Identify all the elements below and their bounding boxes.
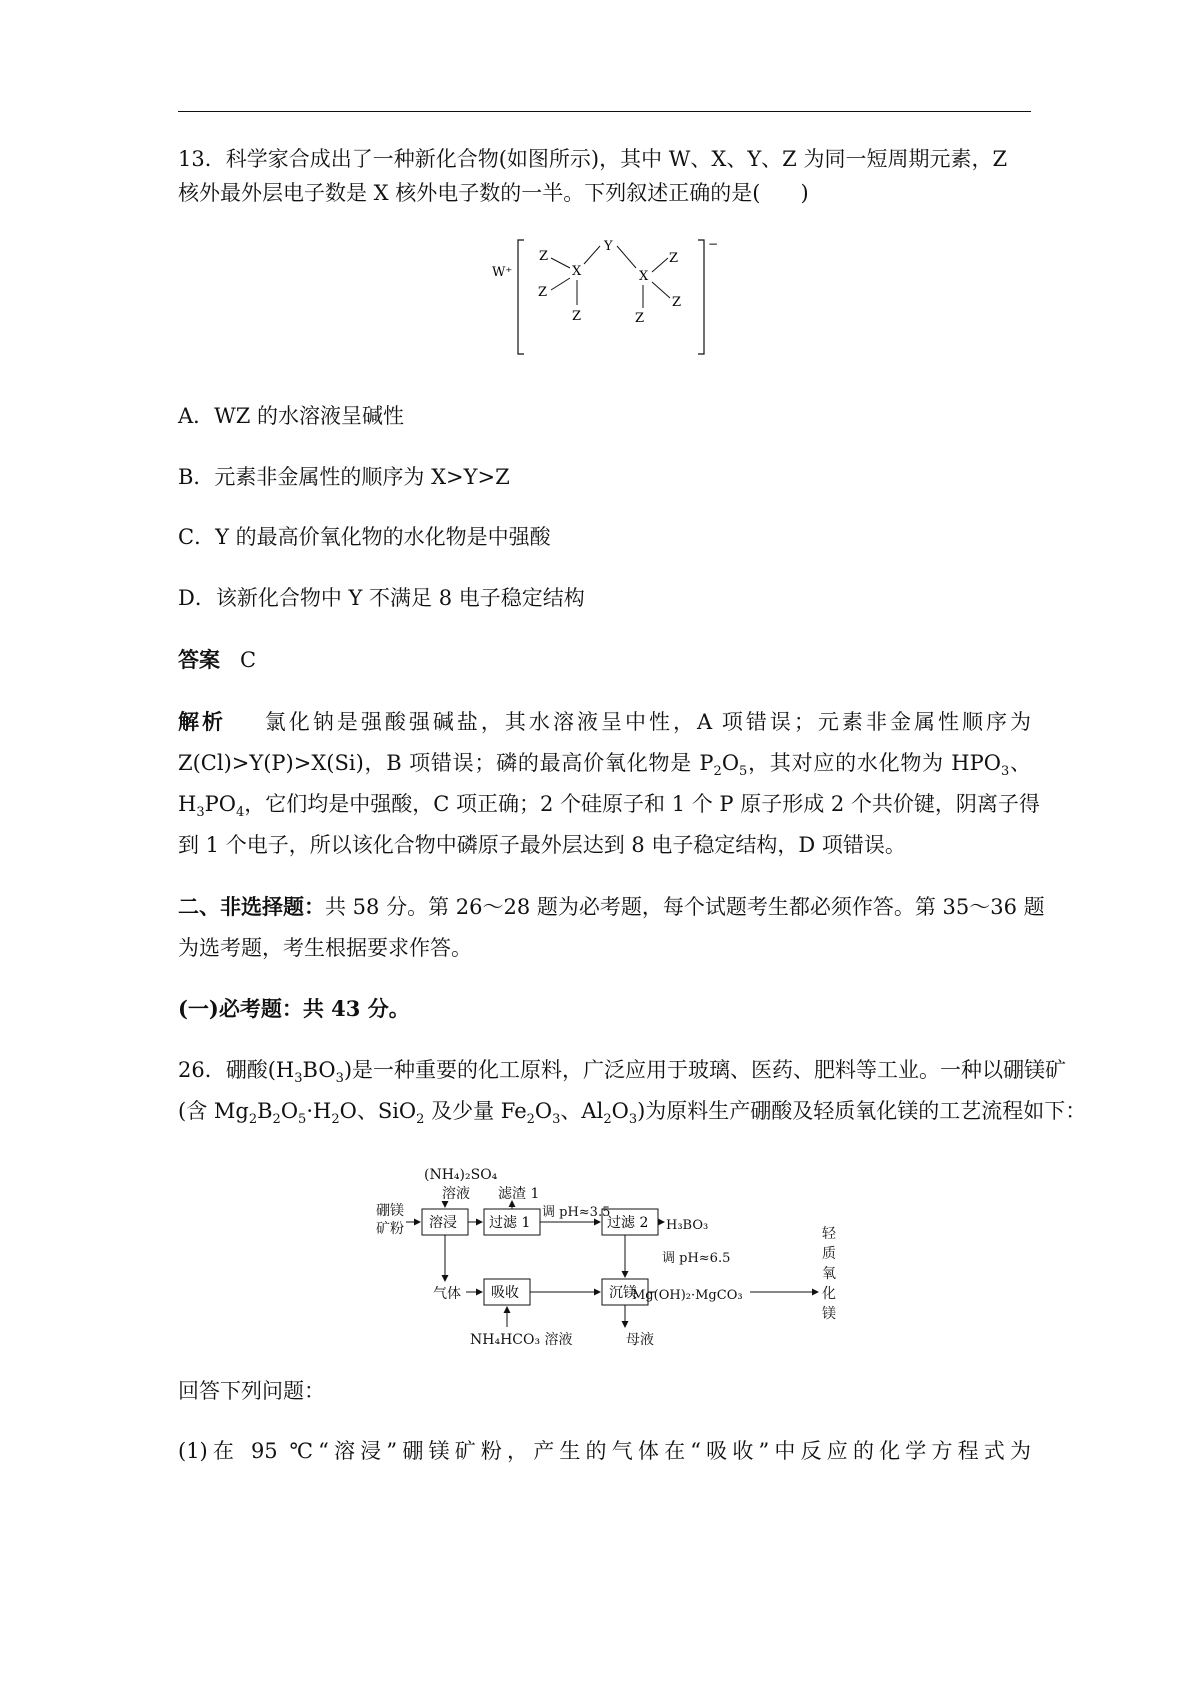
atom-x: X — [639, 269, 649, 284]
ammonium-bicarbonate-label: NH₄HCO₃ 溶液 — [470, 1332, 573, 1348]
required-section-heading: (一)必考题：共 43 分。 — [178, 996, 410, 1021]
option-d: D．该新化合物中 Y 不满足 8 电子稳定结构 — [178, 586, 585, 610]
final-product-char: 氧 — [822, 1266, 836, 1282]
bond — [652, 258, 668, 272]
leach-box-label: 溶浸 — [429, 1215, 457, 1231]
atom-z: Z — [672, 295, 682, 310]
option-c: C．Y 的最高价氧化物的水化物是中强酸 — [178, 525, 551, 549]
reagent-solution-label: 溶液 — [442, 1186, 470, 1202]
option-b: B．元素非金属性的顺序为 X>Y>Z — [178, 465, 510, 489]
filter-2-box-label: 过滤 2 — [607, 1215, 649, 1231]
reagent-ammonium-sulfate: (NH₄)₂SO₄ — [424, 1167, 498, 1183]
boric-acid-product: H₃BO₃ — [666, 1218, 709, 1233]
ph-35-label: 调 pH≈3.5 — [542, 1205, 611, 1220]
mother-liquor-label: 母液 — [626, 1332, 654, 1348]
bond — [652, 282, 670, 298]
analysis-line-2: Z(Cl)>Y(P)>X(Si)，B 项错误；磷的最高价氧化物是 $P_2O_5$，其对应的水化物为 $HPO_3$、 — [178, 751, 1032, 780]
charge-label: − — [708, 237, 719, 251]
gas-label: 气体 — [433, 1286, 461, 1302]
anion-structure-diagram — [480, 230, 720, 360]
right-bracket — [698, 240, 704, 354]
atom-z: Z — [572, 309, 582, 324]
atom-y: Y — [604, 239, 613, 254]
answer-line — [178, 646, 1031, 674]
section2-line-1: 二、非选择题：共 58 分。第 26～28 题为必考题，每个试题考生都必须作答。第 35～36 题 — [178, 894, 1045, 919]
final-product-char: 化 — [822, 1286, 836, 1302]
section2-heading: 二、非选择题： — [178, 894, 325, 919]
q26-prompt: 回答下列问题： — [178, 1379, 325, 1403]
bond — [551, 278, 570, 290]
q26-sub-question-1: (1)在 95 ℃“溶浸”硼镁矿粉，产生的气体在“吸收”中反应的化学方程式为 — [178, 1439, 1031, 1463]
left-bracket — [518, 240, 524, 354]
bond — [584, 246, 600, 264]
atom-z: Z — [635, 311, 645, 326]
precipitate-box-label: 沉镁 — [609, 1285, 637, 1301]
analysis-line-3: $H_3PO_4$，它们均是中强酸，C 项正确；2 个硅原子和 1 个 P 原子形成 2 个共价键，阴离子得 — [178, 792, 1040, 821]
filter-1-box-label: 过滤 1 — [489, 1215, 531, 1231]
option-a: A．WZ 的水溶液呈碱性 — [178, 404, 405, 428]
ph-65-label: 调 pH≈6.5 — [662, 1251, 731, 1266]
ore-label-2: 矿粉 — [376, 1221, 404, 1237]
header-rule — [178, 111, 1031, 112]
process-flow-diagram — [370, 1163, 850, 1353]
q13-line-2: 核外最外层电子数是 X 核外电子数的一半。下列叙述正确的是( ) — [178, 181, 809, 205]
atom-x: X — [572, 264, 582, 279]
section2-line-2: 为选考题，考生根据要求作答。 — [178, 936, 472, 960]
absorb-box-label: 吸收 — [491, 1285, 519, 1301]
answer-label: 答案 — [178, 647, 220, 672]
bond — [551, 258, 570, 268]
atom-z: Z — [539, 249, 549, 264]
final-product-char: 镁 — [822, 1306, 836, 1322]
final-product-char: 质 — [822, 1246, 836, 1262]
w-cation-label: W⁺ — [492, 265, 513, 280]
analysis-label: 解析 — [178, 709, 227, 734]
final-product-char: 轻 — [822, 1226, 836, 1242]
q26-line-1: 26．硼酸$(H_3BO_3)$是一种重要的化工原料，广泛应用于玻璃、医药、肥料等工业。一种以硼镁矿 — [178, 1058, 1067, 1087]
ore-label-1: 硼镁 — [376, 1203, 404, 1219]
q26-line-2: (含 $Mg_2B_2O_5\cdot H_2O$、SiO$_2$ 及少量 $Fe_2O_3$、$Al_2O_3$)为原料生产硼酸及轻质氧化镁的工艺流程如下： — [178, 1099, 1087, 1128]
atom-z: Z — [538, 285, 548, 300]
analysis-line-1: 解析 氯化钠是强酸强碱盐，其水溶液呈中性，A 项错误；元素非金属性顺序为 — [178, 709, 1032, 734]
analysis-line-4: 到 1 个电子，所以该化合物中磷原子最外层达到 8 电子稳定结构，D 项错误。 — [178, 833, 906, 857]
atom-z: Z — [669, 251, 679, 266]
precipitate-product: Mg(OH)₂·MgCO₃ — [632, 1288, 743, 1303]
answer-value: C — [240, 648, 257, 672]
bond — [617, 246, 636, 268]
residue-1-label: 滤渣 1 — [498, 1186, 540, 1202]
q13-line-1: 13．科学家合成出了一种新化合物(如图所示)，其中 W、X、Y、Z 为同一短周期元素，Z — [178, 147, 1008, 171]
